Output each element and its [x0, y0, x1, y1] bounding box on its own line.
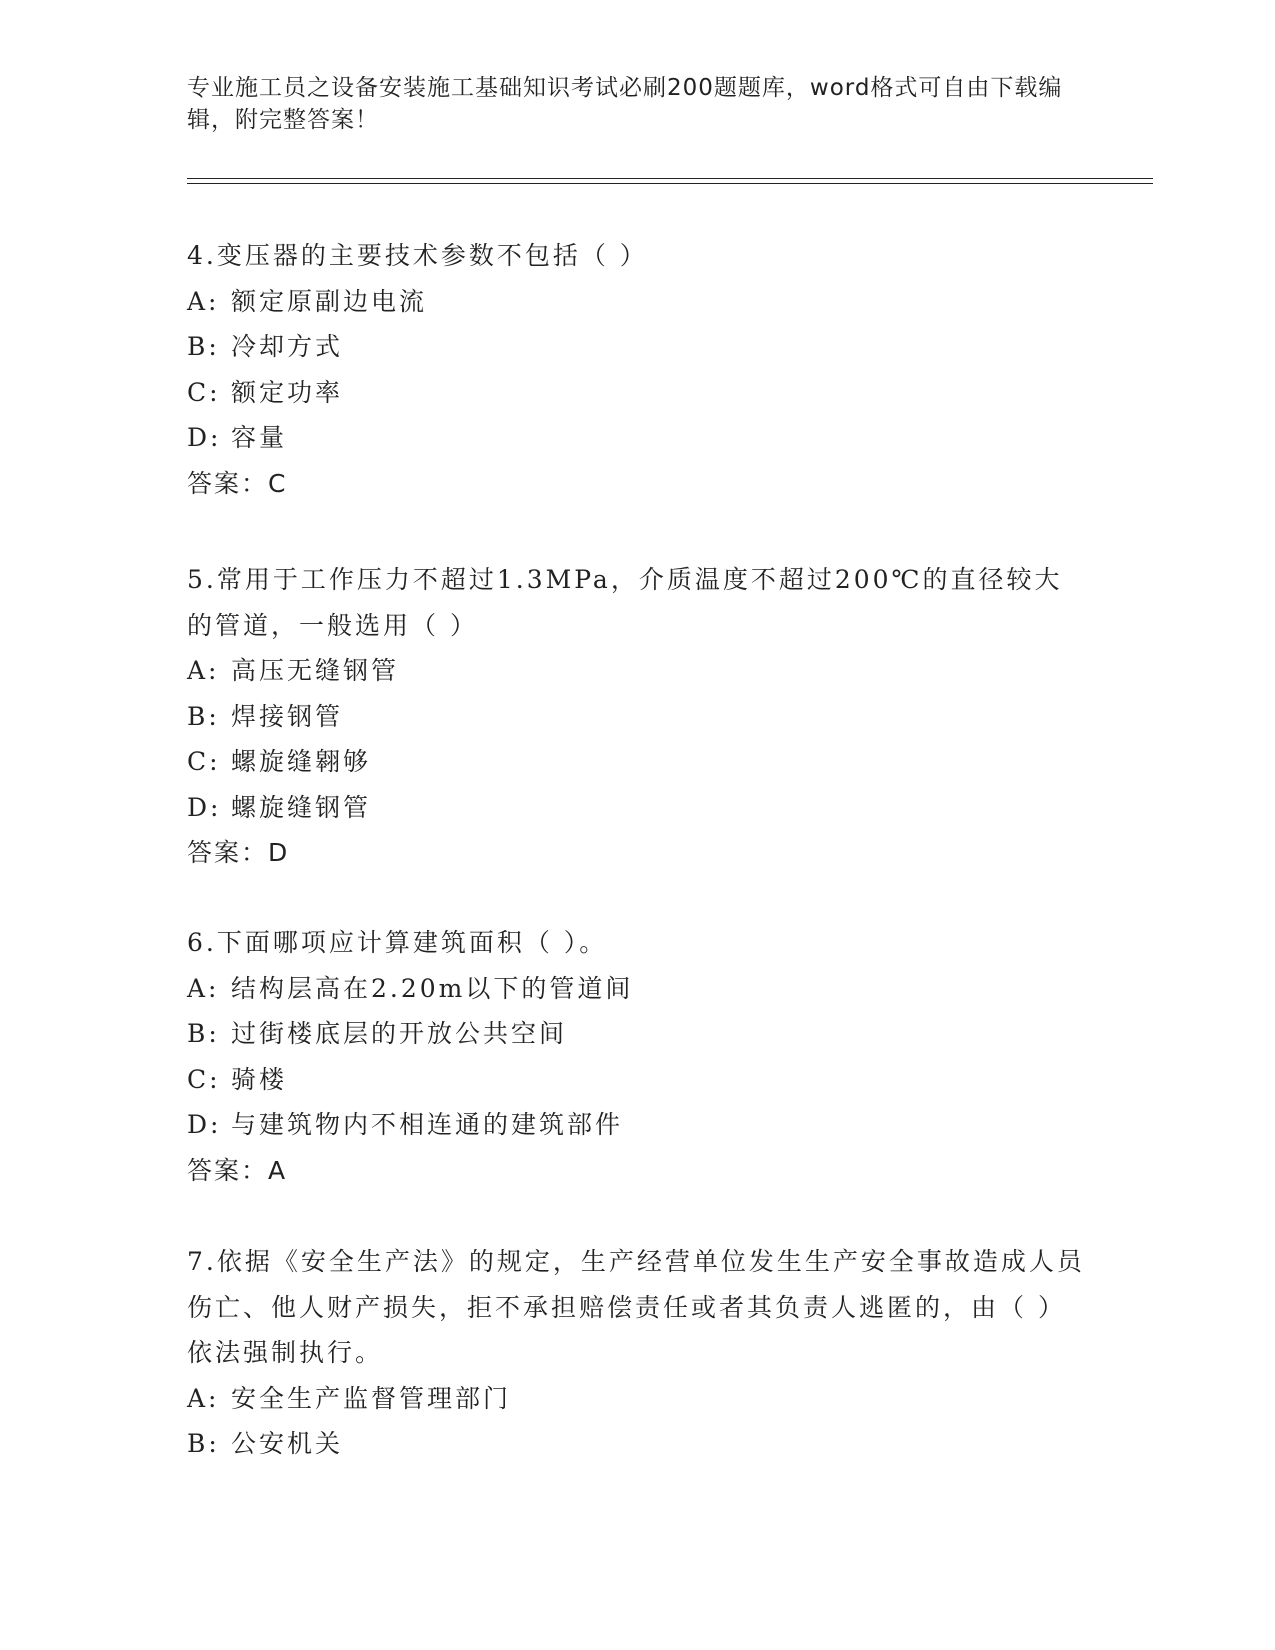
answer-line: 答案：C: [187, 468, 288, 498]
question-6: [187, 920, 1087, 1193]
option-text: 与建筑物内不相连通的建筑部件: [231, 1110, 624, 1139]
option-text: 额定原副边电流: [231, 286, 428, 316]
option-text: 螺旋缝翱够: [231, 747, 372, 776]
option-c: [187, 370, 1087, 416]
option-a: [187, 966, 1087, 1012]
answer-line: 答案：D: [187, 838, 290, 867]
header-divider-bottom: [187, 183, 1153, 184]
option-text: 螺旋缝钢管: [231, 792, 372, 822]
option-text: 额定功率: [231, 377, 344, 407]
option-letter: B:: [187, 1019, 220, 1048]
question-5: [187, 557, 1087, 876]
option-a: [187, 648, 1087, 694]
option-letter: B:: [187, 332, 220, 361]
option-text: 骑楼: [231, 1064, 288, 1094]
header-divider-top: [187, 178, 1153, 179]
answer-line: 答案：A: [187, 1155, 288, 1185]
option-d: [187, 1102, 1087, 1148]
option-text: 结构层高在2.20m以下的管道间: [231, 973, 634, 1003]
question-stem: 6.下面哪项应计算建筑面积（ ）。: [187, 928, 608, 957]
option-letter: C:: [187, 747, 221, 776]
option-letter: B:: [187, 1429, 220, 1458]
option-letter: A:: [187, 656, 220, 685]
option-text: 容量: [231, 423, 288, 452]
option-letter: C:: [187, 1064, 221, 1094]
option-b: [187, 1421, 1087, 1467]
option-a: [187, 1376, 1087, 1422]
question-7: [187, 1239, 1087, 1467]
document-header: 专业施工员之设备安装施工基础知识考试必刷200题题库，word格式可自由下载编辑，附完整答案！: [187, 75, 1063, 133]
option-letter: D:: [187, 423, 222, 452]
option-text: 公安机关: [231, 1429, 344, 1458]
option-text: 冷却方式: [231, 332, 344, 361]
option-letter: A:: [187, 286, 220, 316]
option-b: [187, 324, 1087, 370]
option-letter: A:: [187, 973, 220, 1003]
option-a: [187, 279, 1087, 325]
option-text: 过街楼底层的开放公共空间: [231, 1019, 568, 1048]
option-letter: B:: [187, 701, 220, 731]
option-letter: C:: [187, 377, 221, 407]
option-letter: D:: [187, 792, 222, 822]
option-text: 安全生产监督管理部门: [231, 1383, 512, 1413]
option-b: [187, 694, 1087, 740]
option-letter: A:: [187, 1383, 220, 1413]
option-d: [187, 415, 1087, 461]
question-stem: 5.常用于工作压力不超过1.3MPa，介质温度不超过200℃的直径较大的管道，一般选用（ ）: [187, 565, 1063, 640]
option-letter: D:: [187, 1110, 222, 1139]
question-stem: 7.依据《安全生产法》的规定，生产经营单位发生生产安全事故造成人员伤亡、他人财产损失，拒不承担赔偿责任或者其负责人逃匿的，由（ ）依法强制执行。: [187, 1247, 1085, 1367]
question-4: [187, 233, 1087, 506]
option-c: [187, 739, 1087, 785]
question-stem: 4.变压器的主要技术参数不包括（ ）: [187, 241, 648, 270]
option-text: 高压无缝钢管: [231, 656, 400, 685]
option-text: 焊接钢管: [231, 701, 344, 731]
option-c: [187, 1057, 1087, 1103]
option-d: [187, 785, 1087, 831]
option-b: [187, 1011, 1087, 1057]
